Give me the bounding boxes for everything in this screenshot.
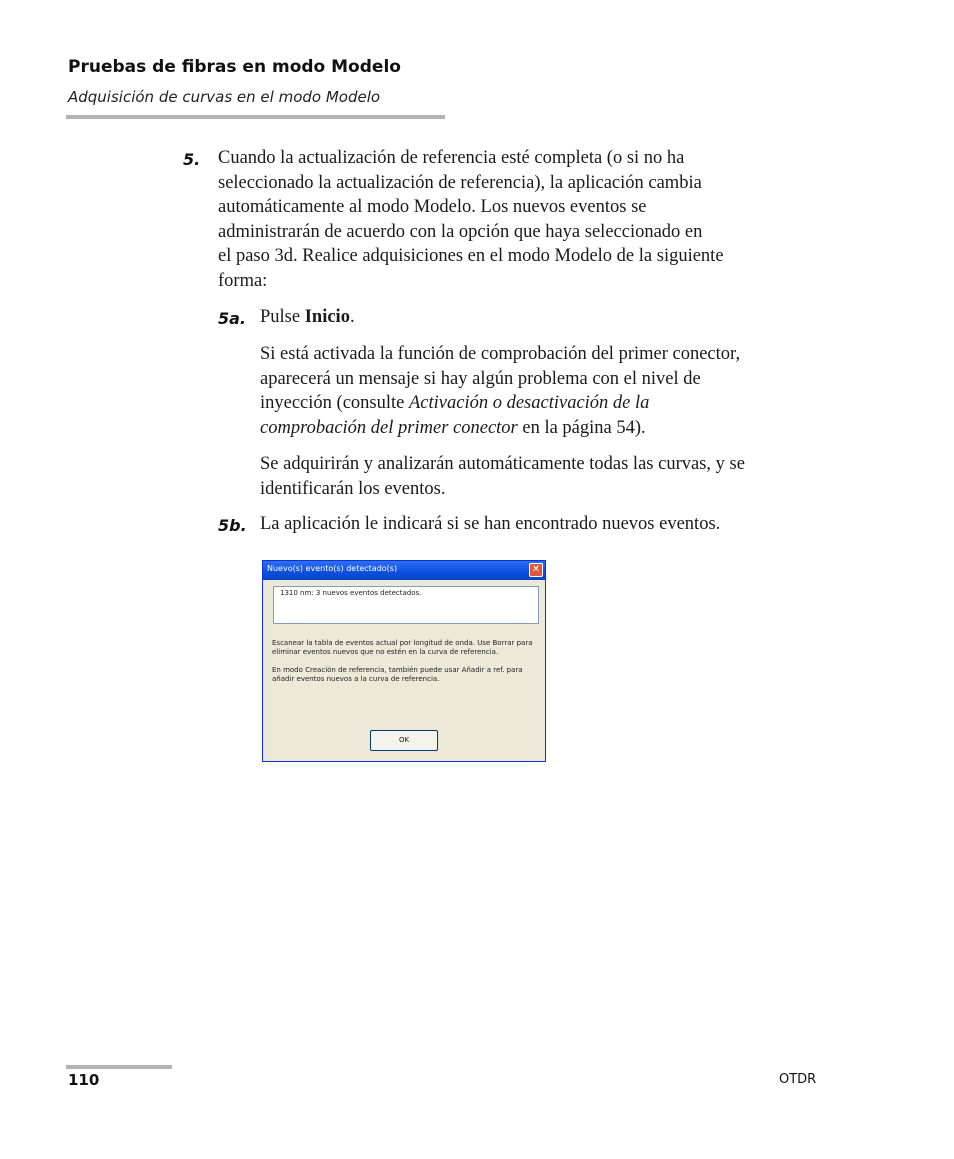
events-detected-text: 1310 nm: 3 nuevos eventos detectados. <box>280 589 422 597</box>
dialog-message-2: En modo Creación de referencia, también puede usar Añadir a ref. para añadir eventos nuevos a la curva de referencia. <box>272 666 523 683</box>
cross-reference-link[interactable]: Activación o desactivación de la <box>408 393 650 414</box>
step-5a-note-1: Si está activada la función de comprobación del primer conector, aparecerá un mensaje si hay algún problema con el nivel de inyección (consulte Activación o desactivación de la comprobación del primer conector en la página 54). <box>260 344 741 438</box>
step-5-line: automáticamente al modo Modelo. Los nuevos eventos se <box>218 197 647 218</box>
section-subtitle: Adquisición de curvas en el modo Modelo <box>68 88 381 106</box>
step-5-line: seleccionado la actualización de referencia), la aplicación cambia <box>218 172 702 193</box>
page-number: 110 <box>68 1071 100 1089</box>
step-5-line: forma: <box>218 270 268 291</box>
dialog-message-1: Escanear la tabla de eventos actual por longitud de onda. Use Borrar para eliminar eventos nuevos que no estén en la curva de referencia. <box>272 639 533 656</box>
step-5a-note-2: Se adquirirán y analizarán automáticamente todas las curvas, y se identificarán los eventos. <box>260 454 745 499</box>
new-events-dialog <box>262 560 546 762</box>
step-5b-number: 5b. <box>218 516 247 535</box>
step-5b-text: La aplicación le indicará si se han encontrado nuevos eventos. <box>260 514 721 534</box>
cross-reference-link[interactable]: comprobación del primer conector <box>260 417 518 438</box>
section-title: Pruebas de fibras en modo Modelo <box>68 57 401 77</box>
step-5a-text: Pulse Inicio. <box>260 307 355 327</box>
header-rule <box>66 115 445 119</box>
step-5-line: administrarán de acuerdo con la opción que haya seleccionado en <box>218 221 703 242</box>
step-5a-number: 5a. <box>218 309 247 328</box>
close-icon[interactable]: ✕ <box>529 563 543 577</box>
step-5-line: Cuando la actualización de referencia esté completa (o si no ha <box>218 148 685 168</box>
step-5-text <box>218 146 724 294</box>
dialog-title: Nuevo(s) evento(s) detectado(s) <box>267 564 398 573</box>
step-5-number: 5. <box>183 150 201 169</box>
ok-button[interactable]: OK <box>370 730 438 751</box>
step-5-line: el paso 3d. Realice adquisiciones en el modo Modelo de la siguiente <box>218 246 724 267</box>
product-name: OTDR <box>779 1072 817 1087</box>
footer-rule <box>66 1065 172 1069</box>
inicio-label: Inicio <box>304 307 350 327</box>
dialog-titlebar[interactable] <box>263 561 545 580</box>
events-detected-textbox[interactable] <box>273 586 539 624</box>
